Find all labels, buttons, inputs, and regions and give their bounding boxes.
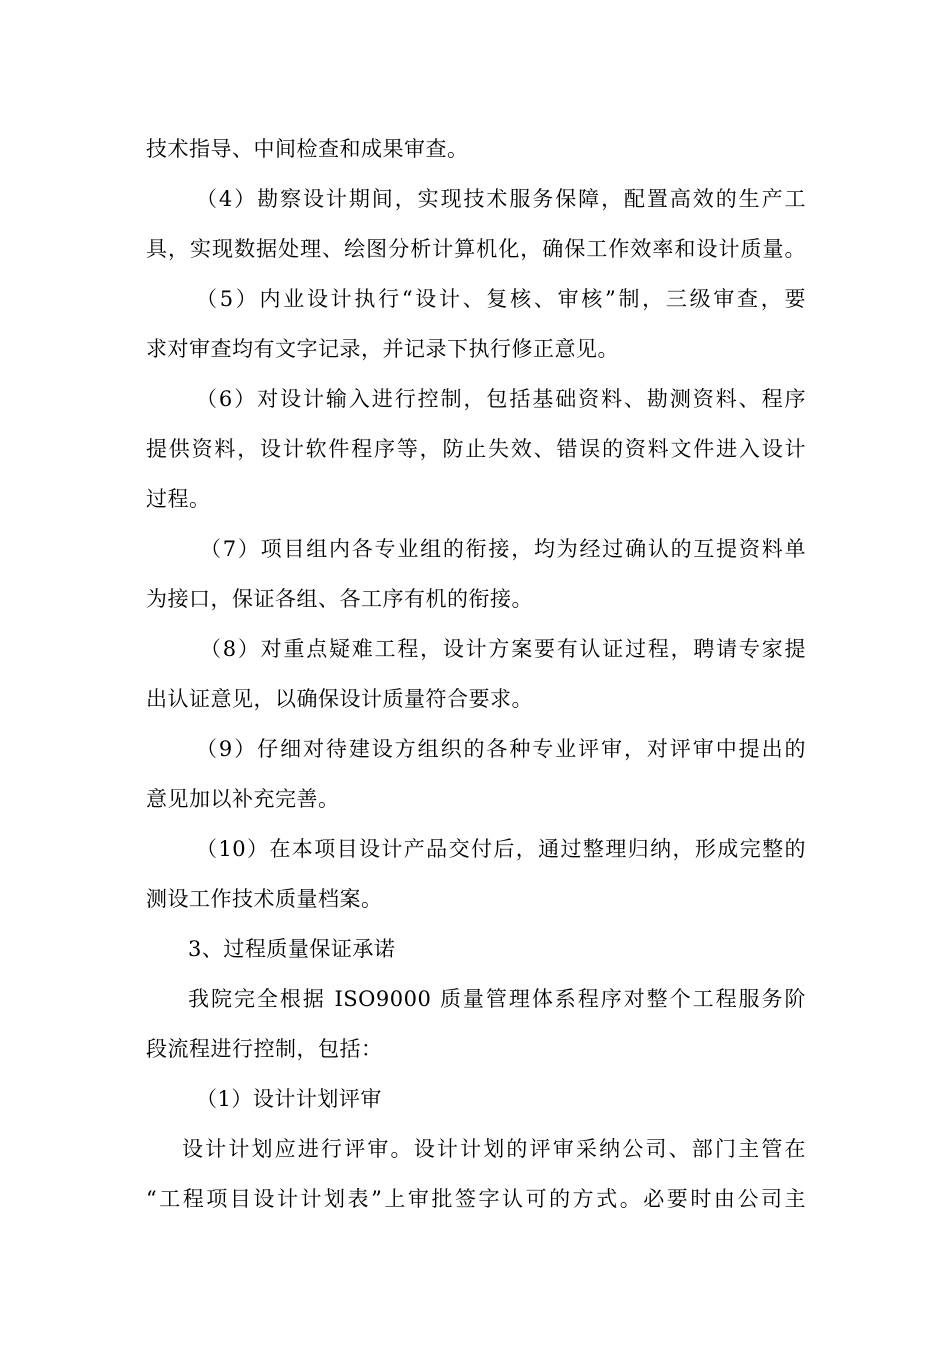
text-line-15: （10）在本项目设计产品交付后，通过整理归纳，形成完整的 — [196, 837, 806, 861]
text-line-6: （6）对设计输入进行控制，包括基础资料、勘测资料、程序 — [196, 387, 806, 411]
text-line-1: 技术指导、中间检查和成果审查。 — [146, 137, 469, 161]
text-line-13: （9）仔细对待建设方组织的各种专业评审，对评审中提出的 — [196, 737, 806, 761]
text-line-18: 我院完全根据 ISO9000 质量管理体系程序对整个工程服务阶 — [188, 987, 806, 1011]
subsection-heading: （1）设计计划评审 — [196, 1087, 382, 1111]
section-heading: 3、过程质量保证承诺 — [188, 937, 396, 961]
text-line-12: 出认证意见，以确保设计质量符合要求。 — [146, 687, 533, 711]
text-line-10: 为接口，保证各组、各工序有机的衔接。 — [146, 587, 533, 611]
text-line-19: 段流程进行控制，包括： — [146, 1037, 383, 1061]
text-line-7: 提供资料，设计软件程序等，防止失效、错误的资料文件进入设计 — [146, 437, 806, 461]
text-line-8: 过程。 — [146, 487, 211, 511]
text-line-3: 具，实现数据处理、绘图分析计算机化，确保工作效率和设计质量。 — [146, 237, 806, 261]
text-line-11: （8）对重点疑难工程，设计方案要有认证过程，聘请专家提 — [200, 637, 806, 661]
text-line-4: （5）内业设计执行“设计、复核、审核”制，三级审查，要 — [196, 287, 806, 311]
text-line-5: 求对审查均有文字记录，并记录下执行修正意见。 — [146, 337, 619, 361]
text-line-14: 意见加以补充完善。 — [146, 787, 340, 811]
text-line-2: （4）勘察设计期间，实现技术服务保障，配置高效的生产工 — [196, 187, 806, 211]
text-line-22: “工程项目设计计划表”上审批签字认可的方式。必要时由公司主 — [146, 1187, 806, 1211]
text-line-9: （7）项目组内各专业组的衔接，均为经过确认的互提资料单 — [200, 537, 806, 561]
text-line-16: 测设工作技术质量档案。 — [146, 887, 383, 911]
text-line-21: 设计计划应进行评审。设计计划的评审采纳公司、部门主管在 — [182, 1137, 806, 1161]
